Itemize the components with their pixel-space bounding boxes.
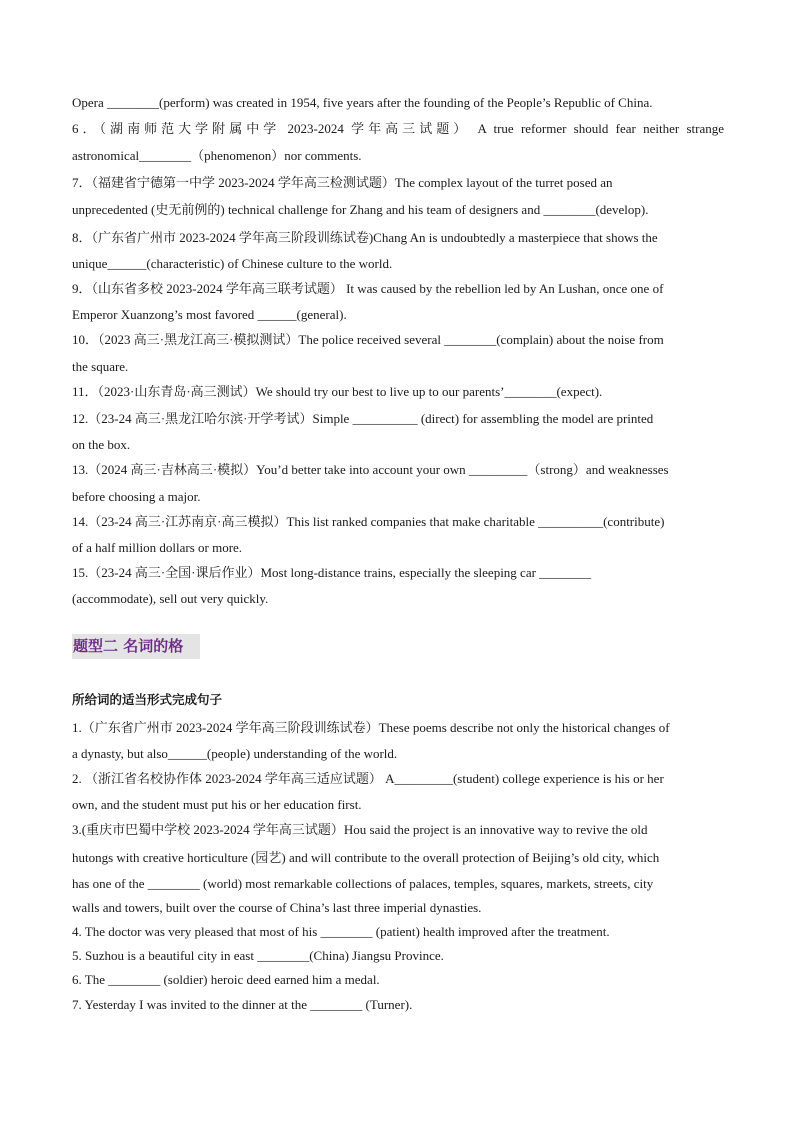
question-7: 7．（福建省宁德第一中学 2023-2024 学年高三检测试题）The complex layout of the turret posed an bbox=[72, 175, 613, 190]
question-3: 3.(重庆市巴蜀中学校 2023-2024 学年高三试题）Hou said the project is an innovative way to revive the old bbox=[72, 822, 648, 837]
section-heading bbox=[72, 634, 200, 659]
question-6: 6. The ________ (soldier) heroic deed earned him a medal. bbox=[72, 972, 380, 987]
question-2: 2. （浙江省名校协作体 2023-2024 学年高三适应试题） A_________(student) college experience is his or her bbox=[72, 771, 664, 786]
question-15: 15.（23-24 高三·全国·课后作业）Most long-distance trains, especially the sleeping car ________ bbox=[72, 565, 592, 580]
text-line: has one of the ________ (world) most remarkable collections of palaces, temples, squares, markets, streets, city bbox=[72, 876, 654, 891]
question-9: 9．（山东省多校 2023-2024 学年高三联考试题） It was caused by the rebellion led by An Lushan, once one of bbox=[72, 281, 664, 296]
text-line: Opera ________(perform) was created in 1954, five years after the founding of the People’s Republic of China. bbox=[72, 95, 653, 110]
question-11: 11．（2023·山东青岛·高三测试）We should try our best to live up to our parents’________(expect). bbox=[72, 384, 603, 399]
text-line: walls and towers, built over the course of China’s last three imperial dynasties. bbox=[72, 900, 482, 915]
question-10: 10．（2023 高三·黑龙江高三·模拟测试）The police received several ________(complain) about the noise from bbox=[72, 332, 664, 347]
question-14: 14.（23-24 高三·江苏南京·高三模拟）This list ranked companies that make charitable __________(contribute) bbox=[72, 514, 665, 529]
question-4: 4. The doctor was very pleased that most of his ________ (patient) health improved after the treatment. bbox=[72, 924, 610, 939]
question-1: 1.（广东省广州市 2023-2024 学年高三阶段训练试卷）These poems describe not only the historical changes of bbox=[72, 720, 670, 735]
question-6: 6．（湖南师范大学附属中学 2023-2024 学年高三试题） A true reformer should fear neither strange bbox=[72, 121, 724, 136]
question-12: 12.（23-24 高三·黑龙江哈尔滨·开学考试）Simple __________ (direct) for assembling the model are printed bbox=[72, 411, 654, 426]
section-heading-text: 题型二 名词的格 bbox=[73, 637, 184, 655]
instruction-heading: 所给词的适当形式完成句子 bbox=[72, 692, 223, 707]
text-line: (accommodate), sell out very quickly. bbox=[72, 591, 269, 606]
question-5: 5. Suzhou is a beautiful city in east ________(China) Jiangsu Province. bbox=[72, 948, 444, 963]
text-line: unprecedented (史无前例的) technical challenge for Zhang and his team of designers and ________(develop). bbox=[72, 202, 649, 217]
text-line: astronomical________（phenomenon）nor comments. bbox=[72, 148, 362, 163]
question-7: 7. Yesterday I was invited to the dinner at the ________ (Turner). bbox=[72, 997, 413, 1012]
question-13: 13.（2024 高三·吉林高三·模拟）You’d better take into account your own _________（strong）and weaknesses bbox=[72, 462, 669, 477]
text-line: hutongs with creative horticulture (园艺) and will contribute to the overall protection of Beijing’s old city, which bbox=[72, 850, 660, 865]
text-line: own, and the student must put his or her education first. bbox=[72, 797, 362, 812]
text-line: Emperor Xuanzong’s most favored ______(general). bbox=[72, 307, 347, 322]
text-line: the square. bbox=[72, 359, 129, 374]
question-8: 8．（广东省广州市 2023-2024 学年高三阶段训练试卷)Chang An is undoubtedly a masterpiece that shows the bbox=[72, 230, 658, 245]
text-line: on the box. bbox=[72, 437, 131, 452]
text-line: of a half million dollars or more. bbox=[72, 540, 243, 555]
text-line: before choosing a major. bbox=[72, 489, 201, 504]
text-line: a dynasty, but also______(people) understanding of the world. bbox=[72, 746, 398, 761]
text-line: unique______(characteristic) of Chinese culture to the world. bbox=[72, 256, 393, 271]
